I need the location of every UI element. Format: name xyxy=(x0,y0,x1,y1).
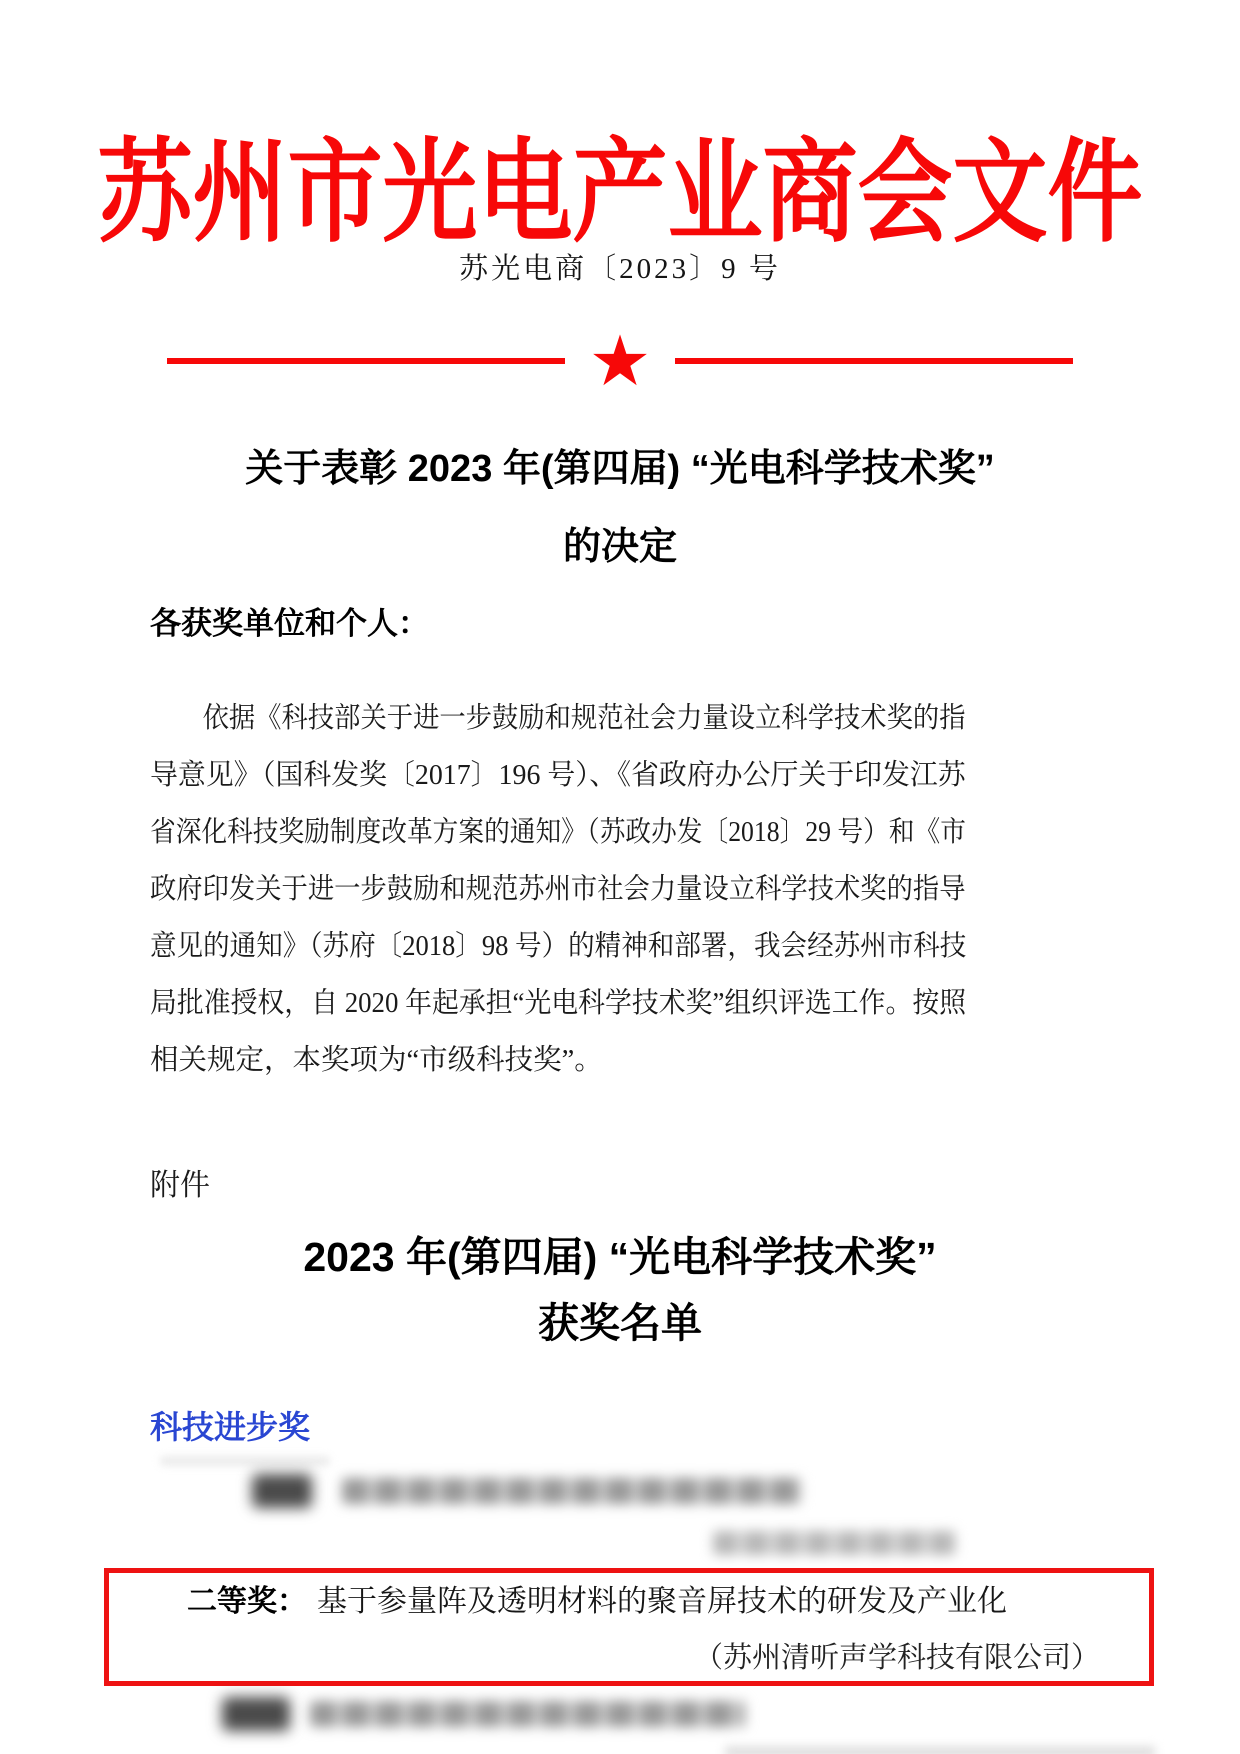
divider-line-left xyxy=(167,358,565,364)
body-line: 意见的通知》（苏府〔2018〕98 号）的精神和部署，我会经苏州市科技 xyxy=(150,931,967,962)
decision-title-line-2: 的决定 xyxy=(562,526,677,568)
body-line: 政府印发关于进一步鼓励和规范苏州市社会力量设立科学技术奖的指导 xyxy=(150,874,966,905)
redacted-awardee-name xyxy=(725,1747,1155,1754)
attachment-label: 附件 xyxy=(150,1169,210,1202)
document-header-title: 苏州市光电产业商会文件 xyxy=(97,130,1143,256)
document-number: 苏光电商〔2023〕9 号 xyxy=(459,253,781,285)
decision-title-line-1: 关于表彰 2023 年(第四届) “光电科学技术奖” xyxy=(245,448,995,490)
award-label: 二等奖： xyxy=(187,1585,307,1618)
awardee-name: （苏州清听声学科技有限公司） xyxy=(693,1642,1100,1674)
divider-line-right xyxy=(675,358,1073,364)
body-line: 省深化科技奖励制度改革方案的通知》（苏政办发〔2018〕29 号）和《市 xyxy=(150,817,966,848)
attachment-title-line-1: 2023 年(第四届) “光电科学技术奖” xyxy=(303,1234,937,1280)
redacted-smudge xyxy=(160,1456,330,1466)
body-line: 依据《科技部关于进一步鼓励和规范社会力量设立科学技术奖的指 xyxy=(202,703,966,734)
star-icon: ★ xyxy=(588,320,652,402)
highlighted-award-entry xyxy=(187,1584,1007,1620)
redacted-project-name xyxy=(342,1478,802,1504)
body-line: 导意见》（国科发奖〔2017〕196 号）、《省政府办公厅关于印发江苏 xyxy=(150,760,966,791)
project-name: 基于参量阵及透明材料的聚音屏技术的研发及产业化 xyxy=(317,1585,1007,1618)
body-line: 相关规定，本奖项为“市级科技奖”。 xyxy=(150,1045,603,1076)
redacted-award-label xyxy=(252,1474,312,1508)
redacted-award-label xyxy=(222,1697,290,1731)
redacted-project-name xyxy=(310,1701,745,1727)
salutation: 各获奖单位和个人： xyxy=(150,606,429,641)
star-divider xyxy=(0,320,1240,402)
decision-title xyxy=(0,430,1240,586)
decision-body-paragraph xyxy=(150,690,966,1089)
attachment-title-line-2: 获奖名单 xyxy=(538,1300,702,1346)
redacted-awardee-name xyxy=(713,1531,956,1555)
body-line: 局批准授权，自 2020 年起承担“光电科学技术奖”组织评选工作。按照 xyxy=(150,988,967,1019)
attachment-title xyxy=(0,1224,1240,1356)
award-category-heading: 科技进步奖 xyxy=(150,1409,311,1445)
